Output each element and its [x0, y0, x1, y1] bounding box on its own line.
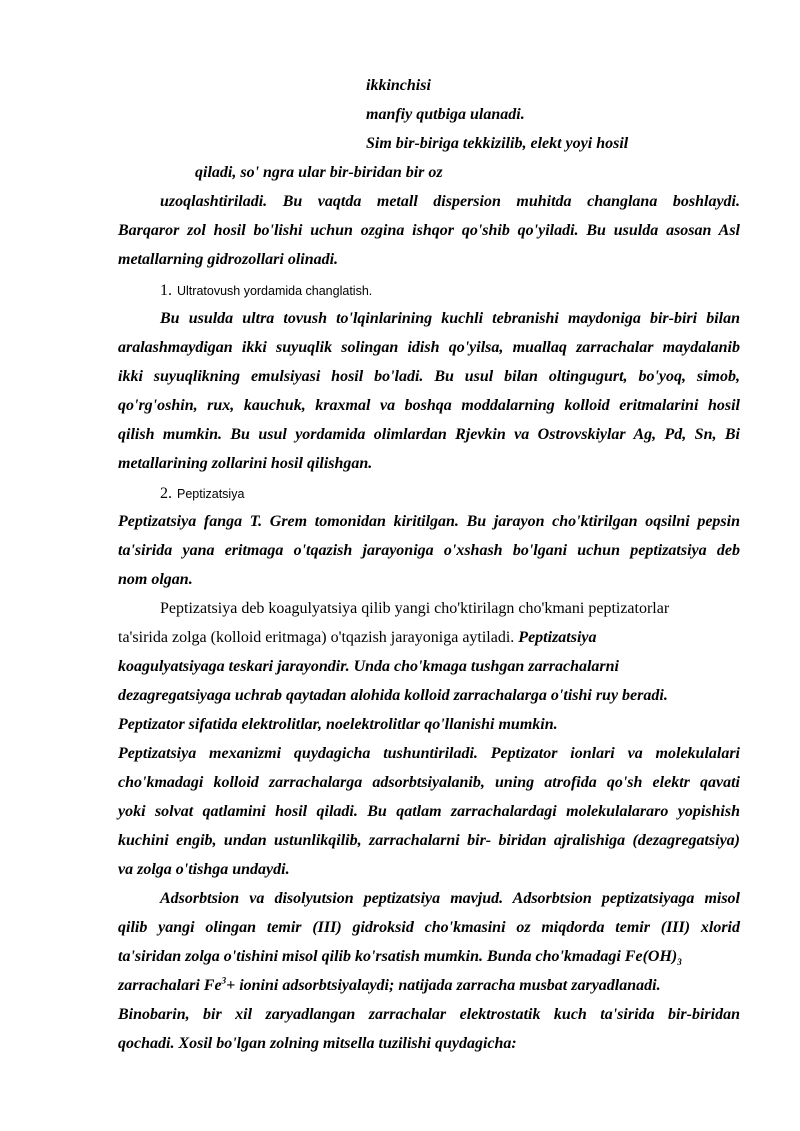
- text-line: ta'sirida yana eritmaga o'tqazish jarayoniga o'xshash bo'lgani uchun peptizatsiya deb: [118, 542, 740, 559]
- text-line: Sim bir-biriga tekkizilib, elekt yoyi hosil: [366, 135, 629, 152]
- text-run-emphasis: Peptizatsiya: [518, 629, 597, 646]
- heading-text: Peptizatsiya: [177, 487, 245, 501]
- text-line: nom olgan.: [118, 571, 193, 588]
- text-line: metallarning gidrozollari olinadi.: [118, 251, 339, 268]
- text-run: ta'siridan zolga o'tishini misol qilib ko'rsatish mumkin. Bunda cho'kmadagi Fe(OH): [118, 948, 678, 965]
- text-line: uzoqlashtiriladi. Bu vaqtda metall dispersion muhitda changlana boshlaydi.: [160, 193, 740, 210]
- text-line: [118, 946, 682, 968]
- list-number: 2.: [160, 485, 172, 502]
- text-line: kuchini engib, undan ustunlikqilib, zarrachalarni bir- biridan ajralishiga (dezagregatsiya): [118, 832, 740, 849]
- text-line: Peptizator sifatida elektrolitlar, noelektrolitlar qo'llanishi mumkin.: [118, 716, 558, 733]
- superscript: 3: [221, 975, 227, 986]
- text-line: yoki solvat qatlamini hosil qiladi. Bu qatlam zarrachalardagi molekulalararo yopishish: [118, 803, 740, 820]
- text-line: aralashmaydigan ikki suyuqlik solingan idish qo'yilsa, muallaq zarrachalar maydalanib: [118, 339, 740, 356]
- text-run: + ionini adsorbtsiyalaydi; natijada zarracha musbat zaryadlanadi.: [226, 977, 661, 994]
- text-line: qochadi. Xosil bo'lgan zolning mitsella tuzilishi quydagicha:: [118, 1035, 517, 1052]
- text-line: Peptizatsiya fanga T. Grem tomonidan kiritilgan. Bu jarayon cho'ktirilgan oqsilni pepsin: [118, 513, 740, 530]
- text-line: Peptizatsiya mexanizmi quydagicha tushuntiriladi. Peptizator ionlari va molekulalari: [118, 745, 740, 762]
- text-line: Bu usulda ultra tovush to'lqinlarining kuchli tebranishi maydoniga bir-biri bilan: [160, 310, 740, 327]
- text-line: qilib yangi olingan temir (III) gidroksid cho'kmasini oz miqdorda temir (III) xlorid: [118, 919, 740, 936]
- text-line: Binobarin, bir xil zaryadlangan zarrachalar elektrostatik kuch ta'sirida bir-biridan: [118, 1006, 740, 1023]
- text-line: Adsorbtsion va disolyutsion peptizatsiya mavjud. Adsorbtsion peptizatsiyaga misol: [160, 890, 740, 907]
- text-line: dezagregatsiyaga uchrab qaytadan alohida kolloid zarrachalarga o'tishi ruy beradi.: [118, 687, 668, 704]
- text-line: [118, 627, 597, 649]
- text-line: Peptizatsiya deb koagulyatsiya qilib yangi cho'ktirilagn cho'kmani peptizatorlar: [160, 600, 670, 617]
- numbered-heading: [160, 483, 244, 505]
- subscript: 3: [677, 957, 682, 968]
- text-line: qo'rg'oshin, rux, kauchuk, kraxmal va boshqa moddalarning kolloid eritmalarini hosil: [118, 397, 740, 414]
- text-line: qiladi, so' ngra ular bir-biridan bir oz: [195, 164, 443, 181]
- text-run: zarrachalari Fe: [118, 977, 222, 994]
- text-line: ikki suyuqlikning emulsiyasi hosil bo'ladi. Bu usul bilan oltingugurt, bo'yoq, simob,: [118, 368, 740, 385]
- text-line: koagulyatsiyaga teskari jarayondir. Unda cho'kmaga tushgan zarrachalarni: [118, 658, 619, 675]
- text-line: ikkinchisi: [366, 77, 431, 94]
- text-line: [118, 975, 661, 997]
- text-line: qilish mumkin. Bu usul yordamida olimlardan Rjevkin va Ostrovskiylar Ag, Pd, Sn, Bi: [118, 426, 740, 443]
- text-run: ta'sirida zolga (kolloid eritmaga) o'tqazish jarayoniga aytiladi.: [118, 629, 515, 646]
- text-line: va zolga o'tishga undaydi.: [118, 861, 290, 878]
- text-line: manfiy qutbiga ulanadi.: [366, 106, 525, 123]
- text-line: metallarining zollarini hosil qilishgan.: [118, 455, 373, 472]
- heading-text: Ultratovush yordamida changlatish.: [177, 284, 373, 298]
- text-line: Barqaror zol hosil bo'lishi uchun ozgina ishqor qo'shib qo'yiladi. Bu usulda asosan Asl: [118, 222, 740, 239]
- numbered-heading: [160, 280, 372, 302]
- list-number: 1.: [160, 282, 172, 299]
- text-line: cho'kmadagi kolloid zarrachalarga adsorbtsiyalanib, uning atrofida qo'sh elektr qavati: [118, 774, 740, 791]
